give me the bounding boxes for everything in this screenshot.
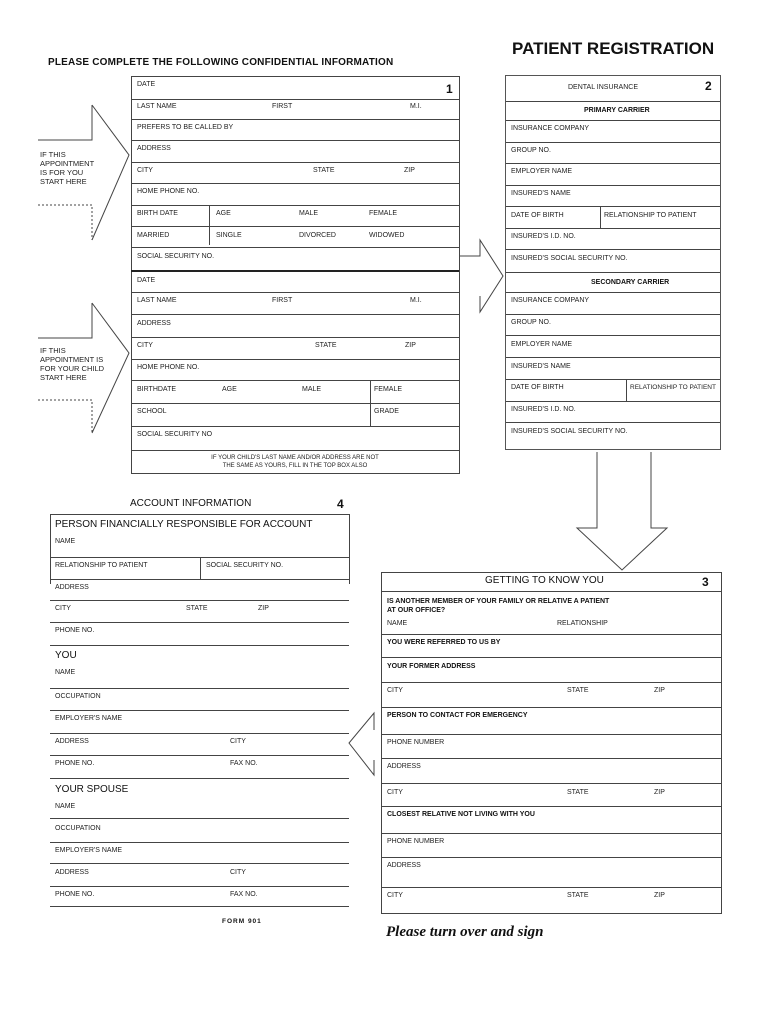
child-home-phone-field[interactable]: HOME PHONE NO. [137, 364, 200, 371]
spouse-city-field[interactable]: CITY [230, 869, 246, 876]
first-name-field[interactable]: FIRST [272, 103, 293, 110]
relative-address-field[interactable]: ADDRESS [387, 862, 421, 869]
former-address-field[interactable]: YOUR FORMER ADDRESS [387, 663, 476, 670]
primary-insureds-name-field[interactable]: INSURED'S NAME [511, 190, 571, 197]
birth-date-field[interactable]: BIRTH DATE [137, 210, 178, 217]
former-state-field[interactable]: STATE [567, 687, 589, 694]
primary-insurance-company-field[interactable]: INSURANCE COMPANY [511, 125, 590, 132]
responsible-zip-field[interactable]: ZIP [258, 605, 269, 612]
you-city-field[interactable]: CITY [230, 738, 246, 745]
ssn-field[interactable]: SOCIAL SECURITY NO. [137, 253, 215, 260]
family-name-field[interactable]: NAME [387, 620, 408, 627]
responsible-party-header: PERSON FINANCIALLY RESPONSIBLE FOR ACCOUNT [55, 519, 313, 530]
side-note-child: IF THIS APPOINTMENT IS FOR YOUR CHILD START HERE [40, 346, 105, 382]
zip-field[interactable]: ZIP [404, 167, 415, 174]
you-fax-field[interactable]: FAX NO. [230, 760, 258, 767]
last-name-field[interactable]: LAST NAME [137, 103, 177, 110]
secondary-insurance-company-field[interactable]: INSURANCE COMPANY [511, 297, 590, 304]
child-ssn-field[interactable]: SOCIAL SECURITY NO [137, 431, 213, 438]
child-state-field[interactable]: STATE [315, 342, 337, 349]
married-option[interactable]: MARRIED [137, 232, 170, 239]
getting-to-know-you-title: GETTING TO KNOW YOU [485, 575, 604, 586]
primary-group-no-field[interactable]: GROUP NO. [511, 147, 551, 154]
male-option[interactable]: MALE [299, 210, 319, 217]
state-field[interactable]: STATE [313, 167, 335, 174]
child-age-field[interactable]: AGE [222, 386, 237, 393]
secondary-employer-name-field[interactable]: EMPLOYER NAME [511, 341, 573, 348]
primary-carrier-header: PRIMARY CARRIER [584, 107, 650, 114]
child-address-field[interactable]: ADDRESS [137, 320, 171, 327]
emergency-zip-field[interactable]: ZIP [654, 789, 665, 796]
responsible-address-field[interactable]: ADDRESS [55, 584, 89, 591]
secondary-insured-ssn-field[interactable]: INSURED'S SOCIAL SECURITY NO. [511, 428, 628, 435]
primary-insured-id-field[interactable]: INSURED'S I.D. NO. [511, 233, 576, 240]
child-first-name-field[interactable]: FIRST [272, 297, 293, 304]
secondary-insured-id-field[interactable]: INSURED'S I.D. NO. [511, 406, 576, 413]
responsible-name-field[interactable]: NAME [55, 538, 76, 545]
secondary-carrier-header: SECONDARY CARRIER [591, 279, 670, 286]
female-option[interactable]: FEMALE [369, 210, 398, 217]
emergency-contact-field[interactable]: PERSON TO CONTACT FOR EMERGENCY [387, 712, 528, 719]
emergency-phone-field[interactable]: PHONE NUMBER [387, 739, 445, 746]
spouse-address-field[interactable]: ADDRESS [55, 869, 89, 876]
relative-zip-field[interactable]: ZIP [654, 892, 665, 899]
secondary-dob-field[interactable]: DATE OF BIRTH [511, 384, 564, 391]
closest-relative-field[interactable]: CLOSEST RELATIVE NOT LIVING WITH YOU [387, 811, 535, 818]
home-phone-field[interactable]: HOME PHONE NO. [137, 188, 200, 195]
you-occupation-field[interactable]: OCCUPATION [55, 693, 101, 700]
responsible-ssn-field[interactable]: SOCIAL SECURITY NO. [206, 562, 284, 569]
section-2-number: 2 [705, 79, 712, 93]
insurance-title: DENTAL INSURANCE [568, 84, 639, 91]
date-label: DATE [137, 81, 156, 88]
child-date-label: DATE [137, 277, 156, 284]
arrow-down-icon [575, 450, 675, 575]
former-zip-field[interactable]: ZIP [654, 687, 665, 694]
age-field[interactable]: AGE [216, 210, 231, 217]
spouse-name-field[interactable]: NAME [55, 803, 76, 810]
spouse-header: YOUR SPOUSE [55, 784, 129, 795]
child-note: IF YOUR CHILD'S LAST NAME AND/OR ADDRESS ARE NOT THE SAME AS YOURS, FILL IN THE TOP BOX ALSO [211, 455, 379, 469]
primary-relationship-field[interactable]: RELATIONSHIP TO PATIENT [604, 212, 697, 219]
child-zip-field[interactable]: ZIP [405, 342, 416, 349]
relative-state-field[interactable]: STATE [567, 892, 589, 899]
responsible-city-field[interactable]: CITY [55, 605, 71, 612]
child-female-option[interactable]: FEMALE [374, 386, 403, 393]
single-option[interactable]: SINGLE [216, 232, 242, 239]
arrow-self-icon [34, 100, 134, 245]
emergency-address-field[interactable]: ADDRESS [387, 763, 421, 770]
former-city-field[interactable]: CITY [387, 687, 403, 694]
mi-field[interactable]: M.I. [410, 103, 422, 110]
responsible-phone-field[interactable]: PHONE NO. [55, 627, 95, 634]
secondary-insureds-name-field[interactable]: INSURED'S NAME [511, 363, 571, 370]
responsible-relationship-field[interactable]: RELATIONSHIP TO PATIENT [55, 562, 148, 569]
child-male-option[interactable]: MALE [302, 386, 322, 393]
spouse-occupation-field[interactable]: OCCUPATION [55, 825, 101, 832]
you-header: YOU [55, 650, 77, 661]
secondary-relationship-field[interactable]: RELATIONSHIP TO PATIENT [630, 384, 716, 391]
primary-dob-field[interactable]: DATE OF BIRTH [511, 212, 564, 219]
widowed-option[interactable]: WIDOWED [369, 232, 405, 239]
child-mi-field[interactable]: M.I. [410, 297, 422, 304]
relative-city-field[interactable]: CITY [387, 892, 403, 899]
section-3-number: 3 [702, 575, 709, 589]
form-instruction: PLEASE COMPLETE THE FOLLOWING CONFIDENTIAL INFORMATION [48, 57, 394, 68]
you-name-field[interactable]: NAME [55, 669, 76, 676]
school-field[interactable]: SCHOOL [137, 408, 167, 415]
divorced-option[interactable]: DIVORCED [299, 232, 336, 239]
child-last-name-field[interactable]: LAST NAME [137, 297, 177, 304]
form-number: FORM 901 [222, 918, 262, 925]
section-1-number: 1 [446, 82, 453, 96]
account-title: ACCOUNT INFORMATION [130, 498, 252, 509]
address-field[interactable]: ADDRESS [137, 145, 171, 152]
family-patient-question: IS ANOTHER MEMBER OF YOUR FAMILY OR RELATIVE A PATIENT AT OUR OFFICE? [387, 598, 610, 614]
section-4-number: 4 [337, 497, 344, 511]
grade-field[interactable]: GRADE [374, 408, 399, 415]
child-city-field[interactable]: CITY [137, 342, 153, 349]
section-insurance [505, 75, 721, 450]
responsible-state-field[interactable]: STATE [186, 605, 208, 612]
side-note-self: IF THIS APPOINTMENT IS FOR YOU START HERE [40, 150, 95, 186]
emergency-state-field[interactable]: STATE [567, 789, 589, 796]
spouse-phone-field[interactable]: PHONE NO. [55, 891, 95, 898]
relative-phone-field[interactable]: PHONE NUMBER [387, 838, 445, 845]
city-field[interactable]: CITY [137, 167, 153, 174]
you-address-field[interactable]: ADDRESS [55, 738, 89, 745]
preferred-name-field[interactable]: PREFERS TO BE CALLED BY [137, 124, 234, 131]
you-employer-name-field[interactable]: EMPLOYER'S NAME [55, 715, 123, 722]
arrow-to-account-icon [344, 695, 384, 790]
spouse-employer-name-field[interactable]: EMPLOYER'S NAME [55, 847, 123, 854]
spouse-fax-field[interactable]: FAX NO. [230, 891, 258, 898]
referred-by-field[interactable]: YOU WERE REFERRED TO US BY [387, 639, 501, 646]
form-title: PATIENT REGISTRATION [512, 39, 715, 58]
arrow-child-icon [34, 298, 134, 438]
family-relationship-field[interactable]: RELATIONSHIP [557, 620, 608, 627]
sign-instruction: Please turn over and sign [386, 924, 544, 940]
child-birth-date-field[interactable]: BIRTHDATE [137, 386, 177, 393]
primary-employer-name-field[interactable]: EMPLOYER NAME [511, 168, 573, 175]
primary-insured-ssn-field[interactable]: INSURED'S SOCIAL SECURITY NO. [511, 255, 628, 262]
emergency-city-field[interactable]: CITY [387, 789, 403, 796]
secondary-group-no-field[interactable]: GROUP NO. [511, 319, 551, 326]
you-phone-field[interactable]: PHONE NO. [55, 760, 95, 767]
